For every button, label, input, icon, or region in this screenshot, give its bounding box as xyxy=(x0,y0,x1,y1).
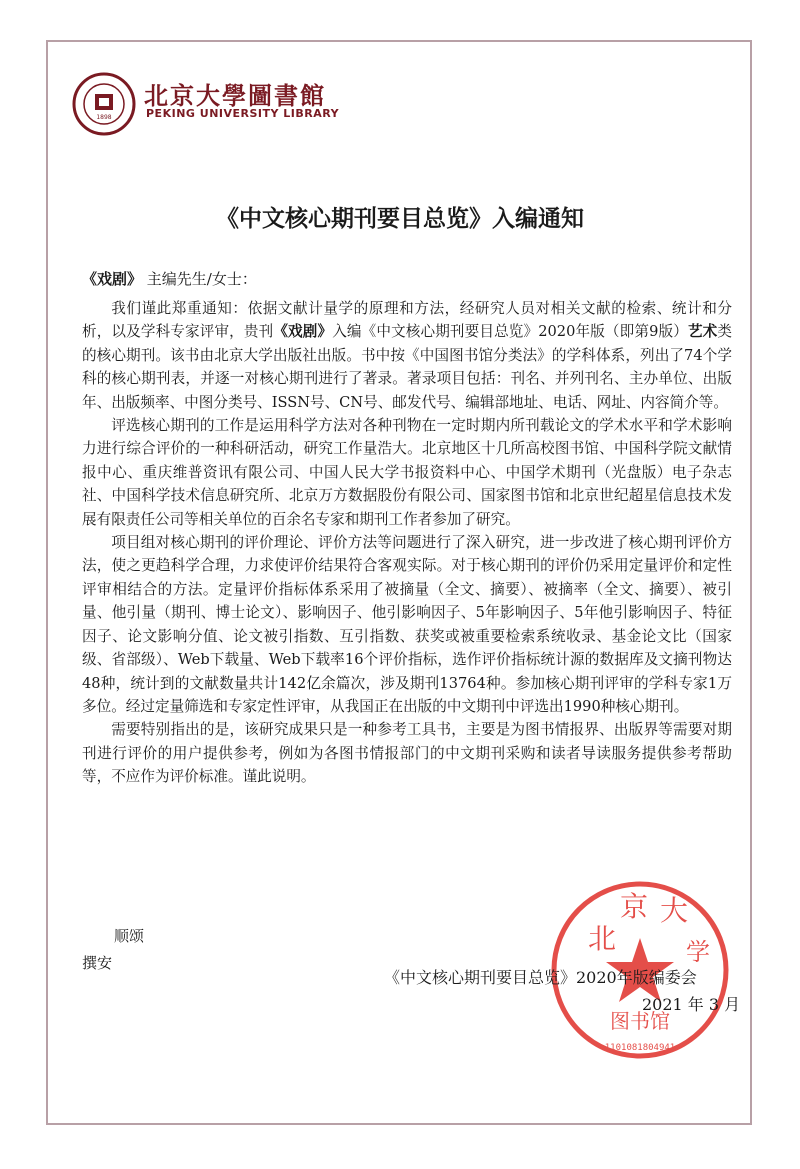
salutation xyxy=(82,268,257,289)
seal-char-3: 大 xyxy=(660,894,689,927)
seal-char-1: 北 xyxy=(588,922,617,955)
library-name-cn: 北京大學圖書館 xyxy=(144,81,326,110)
notice-body xyxy=(82,297,732,789)
journal-name: 《戏剧》 xyxy=(273,323,333,341)
salutation-rest: 主编先生/女士： xyxy=(146,270,257,288)
library-name-en: PEKING UNIVERSITY LIBRARY xyxy=(146,107,340,120)
date: 2021 年 3 月 xyxy=(642,995,741,1014)
salutation-journal: 《戏剧》 xyxy=(82,270,143,288)
seal-number: 1101081804941 xyxy=(604,1043,676,1053)
library-logo-icon xyxy=(72,72,136,136)
paragraph-2: 评选核心期刊的工作是运用科学方法对各种刊物在一定时期内所刊载论文的学术水平和学术影响力进行综合评价的一种科研活动，研究工作量浩大。北京地区十几所高校图书馆、中国科学院文献情报中心、重庆维普资讯有限公司、中国人民大学书报资料中心、中国学术期刊（光盘版）电子杂志社、中国科学技术信息研究所、北京万方数据股份有限公司、国家图书馆和北京世纪超星信息技术发展有限责任公司等相关单位的百余名专家和期刊工作者参加了研究。 xyxy=(82,417,732,528)
notice-title: 《中文核心期刊要目总览》入编通知 xyxy=(216,206,584,232)
seal-bottom-text: 图书馆 xyxy=(610,1009,670,1033)
subject-category: 艺术 xyxy=(687,323,718,341)
closing-line-2: 撰安 xyxy=(82,954,113,972)
paragraph-4: 需要特别指出的是，该研究成果只是一种参考工具书，主要是为图书情报界、出版界等需要对期刊进行评价的用户提供参考，例如为各图书情报部门的中文期刊采购和读者导读服务提供参考帮助等，不应作为评价标准。谨此说明。 xyxy=(82,721,732,786)
closing-line-1: 顺颂 xyxy=(114,927,145,945)
seal-char-2: 京 xyxy=(620,890,649,923)
signature: 《中文核心期刊要目总览》2020年版编委会 xyxy=(384,968,697,987)
paragraph-1: 我们谨此郑重通知：依据文献计量学的原理和方法，经研究人员对相关文献的检索、统计和分析，以及学科专家评审，贵刊《戏剧》入编《中文核心期刊要目总览》2020年版（即第9版）艺术类的核心期刊。该书由北京大学出版社出版。书中按《中国图书馆分类法》的学科体系，列出了74个学科的核心期刊表，并逐一对核心期刊进行了著录。著录项目包括：刊名、并列刊名、主办单位、出版年、出版频率、中图分类号、ISSN号、CN号、邮发代号、编辑部地址、电话、网址、内容简介等。 xyxy=(82,300,732,411)
paragraph-3: 项目组对核心期刊的评价理论、评价方法等问题进行了深入研究，进一步改进了核心期刊评价方法，使之更趋科学合理，力求使评价结果符合客观实际。对于核心期刊的评价仍采用定量评价和定性评审相结合的方法。定量评价指标体系采用了被摘量（全文、摘要）、被摘率（全文、摘要）、被引量、他引量（期刊、博士论文）、影响因子、他引影响因子、5年影响因子、5年他引影响因子、特征因子、论文影响分值、论文被引指数、互引指数、获奖或被重要检索系统收录、基金论文比（国家级、省部级）、Web下载量、Web下载率16个评价指标，选作评价指标统计源的数据库及文摘刊物达48种，统计到的文献数量共计142亿余篇次，涉及期刊13764种。参加核心期刊评审的学科专家1万多位。经过定量筛选和专家定性评审，从我国正在出版的中文期刊中评选出1990种核心期刊。 xyxy=(82,534,732,715)
seal-char-4: 学 xyxy=(686,938,710,966)
logo-year: 1898 xyxy=(96,114,112,121)
